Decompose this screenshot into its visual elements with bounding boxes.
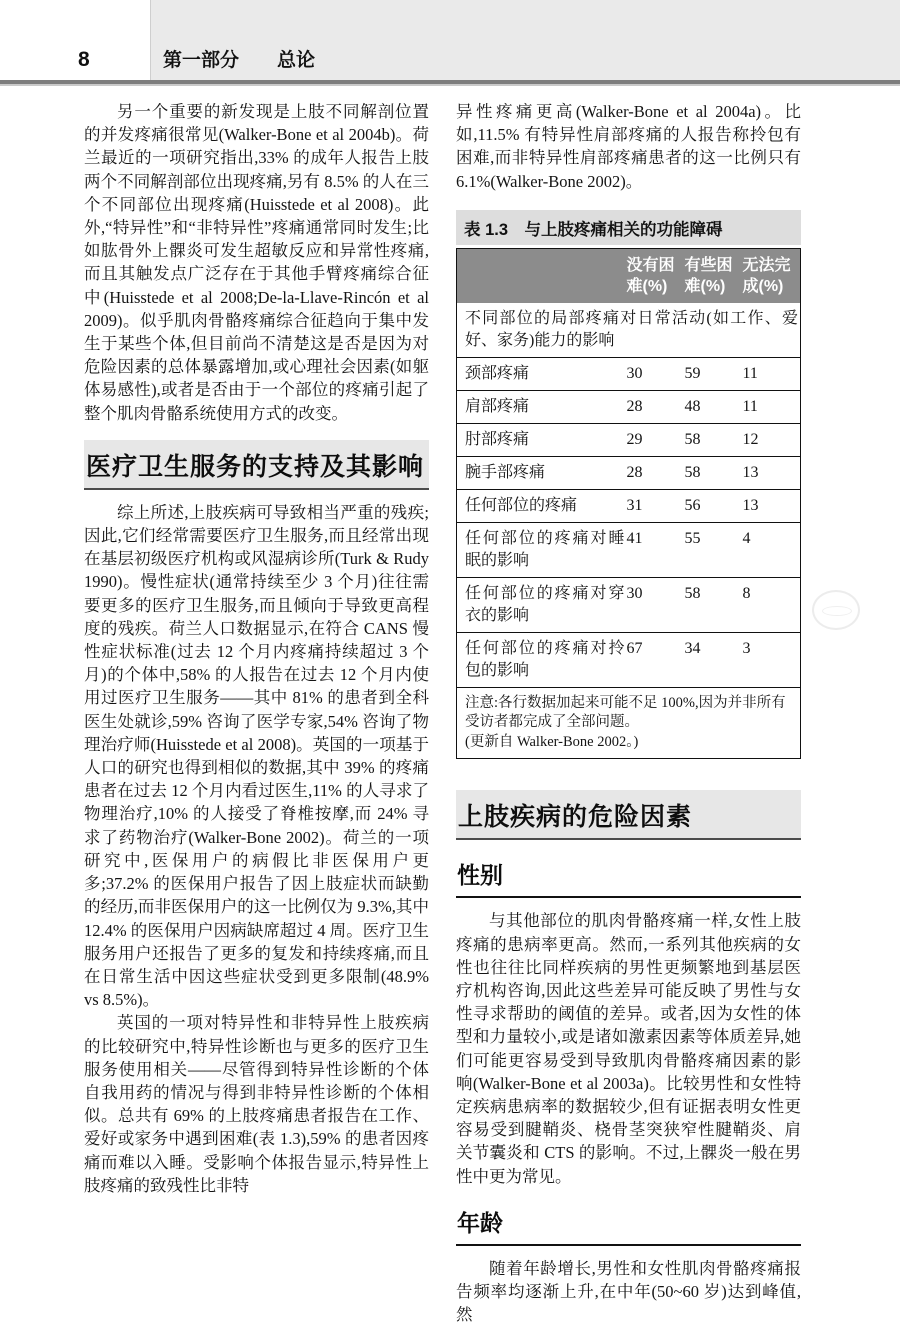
- cell: 48: [685, 390, 743, 423]
- table-group-label: 不同部位的局部疼痛对日常活动(如工作、爱好、家务)能力的影响: [457, 303, 801, 358]
- part-label: 第一部分: [163, 50, 240, 71]
- section-heading-risk-factors: 上肢疾病的危险因素: [456, 790, 801, 840]
- cell: 28: [627, 456, 685, 489]
- cell: 13: [743, 489, 801, 522]
- row-label: 肩部疼痛: [457, 390, 627, 423]
- table-row: [457, 577, 801, 632]
- part-title: 总论: [277, 50, 316, 71]
- cell: 8: [743, 577, 801, 632]
- cell: 13: [743, 456, 801, 489]
- cell: 30: [627, 577, 685, 632]
- cell: 41: [627, 522, 685, 577]
- right-column: [456, 100, 801, 1326]
- table-1-3-grid: [456, 248, 801, 760]
- cell: 28: [627, 390, 685, 423]
- header-rule: [0, 80, 900, 86]
- table-row: [457, 522, 801, 577]
- table-header-empty: [457, 248, 627, 303]
- table-note-row: [457, 687, 801, 759]
- cell: 3: [743, 632, 801, 687]
- table-row: [457, 632, 801, 687]
- table-header-row: [457, 248, 801, 303]
- cell: 31: [627, 489, 685, 522]
- table-group-row: [457, 303, 801, 358]
- row-label: 任何部位的疼痛对穿衣的影响: [457, 577, 627, 632]
- subheading-gender: 性别: [456, 857, 801, 898]
- table-row: [457, 489, 801, 522]
- cell: 56: [685, 489, 743, 522]
- table-row: [457, 390, 801, 423]
- table-note-source: (更新自 Walker-Bone 2002。): [465, 733, 639, 750]
- paragraph: 另一个重要的新发现是上肢不同解剖位置的并发疼痛很常见(Walker-Bone et al 2004b)。荷兰最近的一项研究指出,33% 的成年人报告上肢两个不同解剖部位出现疼痛,另有 8.5% 的人在三个不同部位出现疼痛(Huisstede et al 2008)。此外,“特异性”和“非特异性”疼痛通常同时发生;比如肱骨外上髁炎可发生超敏反应和异常性疼痛,而且其触发点广泛存在于其他手臂疼痛综合征中(Huisstede et al 2008;De-la-Llave-Rincón et al 2009)。似乎肌肉骨骼疼痛综合征趋向于集中发生于某些个体,但目前尚不清楚这是否是因为对危险因素的总体暴露增加,或心理社会因素(如躯体易感性),或者是否由于一个部位的疼痛引起了整个肌肉骨骼系统使用方式的改变。: [84, 102, 429, 423]
- cell: 4: [743, 522, 801, 577]
- cell: 11: [743, 357, 801, 390]
- row-label: 肘部疼痛: [457, 423, 627, 456]
- row-label: 任何部位的疼痛对拎包的影响: [457, 632, 627, 687]
- paragraph-continuation: 异性疼痛更高(Walker-Bone et al 2004a)。比如,11.5% 有特异性肩部疼痛的人报告称拎包有困难,而非特异性肩部疼痛患者的这一比例只有 6.1%(Walker-Bone 2002)。: [456, 102, 801, 191]
- row-label: 颈部疼痛: [457, 357, 627, 390]
- paragraph: 综上所述,上肢疾病可导致相当严重的残疾;因此,它们经常需要医疗卫生服务,而且经常出现在基层初级医疗机构或风湿病诊所(Turk & Rudy 1990)。慢性症状(通常持续至少 3 个月)往往需要更多的医疗卫生服务,而且倾向于导致更高程度的残疾。荷兰人口数据显示,在符合 CANS 慢性症状标准(过去 12 个月内疼痛持续超过 3 个月)的个体中,58% 的人报告在过去 12 个月内使用过医疗卫生服务——其中 81% 的患者到全科医生处就诊,59% 咨询了医学专家,54% 咨询了物理治疗师(Huisstede et al 2008)。英国的一项基于人口的研究也得到相似的数据,其中 39% 的疼痛患者在过去 12 个月内看过医生,11% 的人寻求了物理治疗,10% 的人接受了脊椎按摩,而 24% 寻求了药物治疗(Walker-Bone 2002)。荷兰的一项研究中,医保用户的病假比非医保用户更多;37.2% 的医保用户报告了因上肢症状而缺勤的经历,而非医保用户的这一比例仅为 9.3%,其中 12.4% 的医保用户因病缺席超过 4 周。医疗卫生服务用户还报告了更多的复发和持续疼痛,而且在日常生活中因这些症状受到更多限制(48.9% vs 8.5%)。: [84, 502, 429, 1010]
- cell: 58: [685, 456, 743, 489]
- table-1-3: [456, 210, 801, 760]
- watermark-stamp: [812, 590, 860, 630]
- table-header-unable: 无法完成(%): [743, 248, 801, 303]
- running-header-band: [150, 0, 900, 80]
- table-note-text: 注意:各行数据加起来可能不足 100%,因为并非所有受访者都完成了全部问题。: [465, 694, 786, 731]
- page-number: 8: [78, 48, 90, 71]
- running-header: [0, 0, 900, 80]
- table-row: [457, 423, 801, 456]
- paragraph: 英国的一项对特异性和非特异性上肢疾病的比较研究中,特异性诊断也与更多的医疗卫生服务使用相关——尽管得到特异性诊断的个体自我用药的情况与得到非特异性诊断的个体相似。总共有 69% 的上肢疼痛患者报告在工作、爱好或家务中遇到困难(表 1.3),59% 的患者因疼痛而难以入睡。受影响个体报告显示,特异性上肢疼痛的致残性比非特: [84, 1013, 429, 1195]
- left-column: [84, 100, 429, 1197]
- table-header-some-difficulty: 有些困难(%): [685, 248, 743, 303]
- cell: 34: [685, 632, 743, 687]
- table-header-no-difficulty: 没有困难(%): [627, 248, 685, 303]
- cell: 11: [743, 390, 801, 423]
- table-row: [457, 357, 801, 390]
- table-row: [457, 456, 801, 489]
- cell: 12: [743, 423, 801, 456]
- table-title: 表 1.3 与上肢疼痛相关的功能障碍: [456, 210, 801, 245]
- paragraph: 随着年龄增长,男性和女性肌肉骨骼疼痛报告频率均逐渐上升,在中年(50~60 岁)达到峰值,然: [456, 1258, 801, 1325]
- row-label: 任何部位的疼痛对睡眠的影响: [457, 522, 627, 577]
- section-heading-healthcare: 医疗卫生服务的支持及其影响: [84, 440, 429, 490]
- row-label: 任何部位的疼痛: [457, 489, 627, 522]
- cell: 55: [685, 522, 743, 577]
- table-note: [457, 687, 801, 759]
- cell: 30: [627, 357, 685, 390]
- row-label: 腕手部疼痛: [457, 456, 627, 489]
- subheading-age: 年龄: [456, 1205, 801, 1246]
- cell: 58: [685, 577, 743, 632]
- paragraph: 与其他部位的肌肉骨骼疼痛一样,女性上肢疼痛的患病率更高。然而,一系列其他疾病的女性也往往比同样疾病的男性更频繁地到基层医疗机构咨询,因此这些差异可能反映了男性与女性寻求帮助的阈值的差异。或者,因为女性的体型和力量较小,或是诸如激素因素等体质差异,她们可能更容易受到导致肌肉骨骼疼痛因素的影响(Walker-Bone et al 2003a)。比较男性和女性特定疾病患病率的数据较少,但有证据表明女性更容易受到腱鞘炎、桡骨茎突狭窄性腱鞘炎、肩关节囊炎和 CTS 的影响。不过,上髁炎一般在男性中更为常见。: [456, 911, 801, 1186]
- cell: 59: [685, 357, 743, 390]
- cell: 67: [627, 632, 685, 687]
- running-header-title: [163, 45, 315, 72]
- cell: 29: [627, 423, 685, 456]
- cell: 58: [685, 423, 743, 456]
